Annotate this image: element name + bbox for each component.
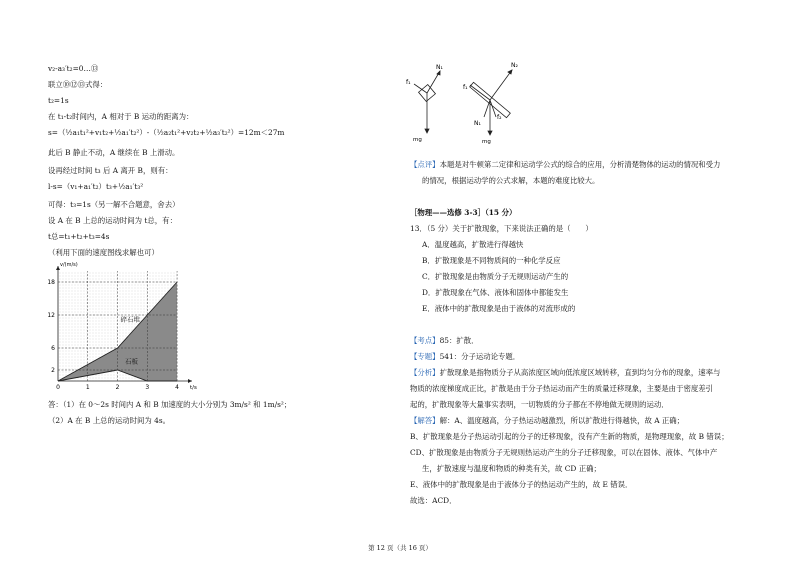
kaodian-tag: 【考点】 — [410, 336, 440, 345]
jieda-line-cd-2: 生，扩散速度与温度和物质的种类有关，故 CD 正确； — [422, 464, 601, 473]
fenxi-line-2: 物质的浓度梯度成正比，扩散是由于分子热运动而产生的质量迁移现象，主要是由于密度差引 — [410, 384, 714, 393]
x-tick-label: 2 — [115, 384, 120, 391]
velocity-time-chart — [38, 260, 198, 395]
text-line: t₂=1s — [48, 96, 69, 105]
jieda-line-b: B、扩散现象是分子热运动引起的分子的迁移现象，没有产生新的物质，是物理现象，故 B 错误； — [410, 432, 729, 441]
x-tick-label: 3 — [145, 384, 150, 391]
section-title: ［物理——选修 3-3］（15 分） — [410, 208, 517, 217]
zhuanti-tag: 【专题】 — [410, 352, 440, 361]
text-line: t总=t₁+t₂+t₃=4s — [48, 232, 110, 241]
option-e: E．液体中的扩散现象是由于液体的对流形成的 — [422, 304, 576, 313]
y-tick-label: 6 — [51, 345, 55, 352]
jieda-line-cd: CD、扩散现象是由物质分子无规则热运动产生的分子迁移现象，可以在固体、液体、气体中产 — [410, 448, 718, 457]
force-diagram-block-a — [414, 71, 440, 133]
option-b: B．扩散现象是不同物质间的一种化学反应 — [422, 256, 561, 265]
page-footer: 第 12 页（共 16 页） — [368, 544, 432, 552]
force-diagram — [400, 55, 540, 150]
series-label-1: 石板 — [124, 357, 138, 366]
zhuanti-line — [410, 352, 520, 362]
jieda-line — [410, 416, 684, 426]
jieda-line-e: E、液体中的扩散现象是由于液体分子的热运动产生的，故 E 错误． — [410, 480, 633, 489]
label-f2: f₂ — [497, 114, 502, 121]
label-n2: N₂ — [511, 62, 518, 69]
question-13: 13．（5 分）关于扩散现象，下来说法正确的是（ ） — [410, 224, 593, 233]
equation-13: v₂-a₃′t₂=0…⑬ — [48, 64, 99, 73]
option-d: D．扩散现象在气体、液体和固体中都能发生 — [422, 288, 569, 297]
comment-text: 本题是对牛顿第二定律和运动学公式的综合的应用，分析清楚物体的运动的情况和受力 — [439, 160, 721, 169]
answer-line: （2）A 在 B 上总的运动时间为 4s。 — [48, 416, 171, 425]
y-tick-label: 2 — [51, 367, 55, 374]
text-line: 此后 B 静止不动，A 继续在 B 上滑动。 — [48, 148, 180, 157]
formula-line: l-s=（v₁+a₁′t₂）t₃+½a₁′t₃² — [48, 182, 144, 191]
label-f1: f₁ — [406, 79, 411, 86]
text-line: 可得：t₃=1s（另一解不合题意，舍去） — [48, 200, 180, 209]
x-axis-arrow — [188, 379, 192, 383]
kaodian-text: 85：扩散． — [439, 336, 479, 345]
jieda-text: 解：A、温度越高，分子热运动越激烈，所以扩散进行得越快，故 A 正确； — [439, 416, 685, 425]
option-a: A．温度越高，扩散进行得越快 — [422, 240, 524, 249]
comment-line — [410, 160, 720, 170]
comment-line-2: 的情况，根据运动学的公式求解，本题的难度比较大。 — [422, 176, 600, 185]
y-tick-label: 12 — [47, 312, 55, 319]
label-n1b: N₁ — [474, 120, 481, 127]
label-mgb: mg — [482, 139, 491, 145]
text-line: 设再经过时间 t₃ 后 A 离开 B，则有： — [48, 166, 173, 175]
fenxi-line — [410, 368, 720, 378]
fenxi-text: 扩散现象是指物质分子从高浓度区域向低浓度区域转移，直到均匀分布的现象，速率与 — [439, 368, 721, 377]
label-f1b: f₁ — [463, 84, 468, 91]
x-axis-label: t/s — [190, 385, 197, 391]
text-line: 在 t₁-t₂时间内，A 相对于 B 运动的距离为： — [48, 112, 194, 121]
x-tick-label: 1 — [85, 384, 90, 391]
fenxi-line-3: 起的，扩散现象等大量事实表明，一切物质的分子都在不停地做无规则的运动． — [410, 400, 669, 409]
text-line: 联立⑩⑫⑬式得： — [48, 80, 108, 89]
text-line: 设 A 在 B 上总的运动时间为 t总，有： — [48, 216, 177, 225]
x-tick-label: 0 — [56, 384, 60, 391]
y-axis-label: v/(m/s) — [60, 262, 78, 268]
x-tick-label: 4 — [175, 384, 179, 391]
answer-line: 答：（1）在 0～2s 时间内 A 和 B 加速度的大小分别为 3m/s² 和 1m/s²； — [48, 400, 292, 409]
series-label-0: 碎石堆 — [120, 315, 141, 324]
fenxi-tag: 【分析】 — [410, 368, 440, 377]
jieda-tag: 【解答】 — [410, 416, 440, 425]
text-line: （利用下面的速度图线求解也可） — [48, 248, 159, 257]
formula-line: s=（½a₁t₁²+v₁t₂+½a₁′t₂²）-（½a₂t₁²+v₂t₂+½a₃′t₂²）=12m＜27m — [48, 128, 285, 137]
y-tick-label: 18 — [47, 279, 55, 286]
final-answer: 故选：ACD． — [410, 496, 457, 505]
label-n1: N₁ — [436, 64, 443, 71]
label-mg: mg — [413, 137, 422, 143]
option-c: C．扩散现象是由物质分子无规则运动产生的 — [422, 272, 569, 281]
zhuanti-text: 541：分子运动论专题． — [439, 352, 521, 361]
comment-tag: 【点评】 — [410, 160, 440, 169]
kaodian-line — [410, 336, 479, 346]
